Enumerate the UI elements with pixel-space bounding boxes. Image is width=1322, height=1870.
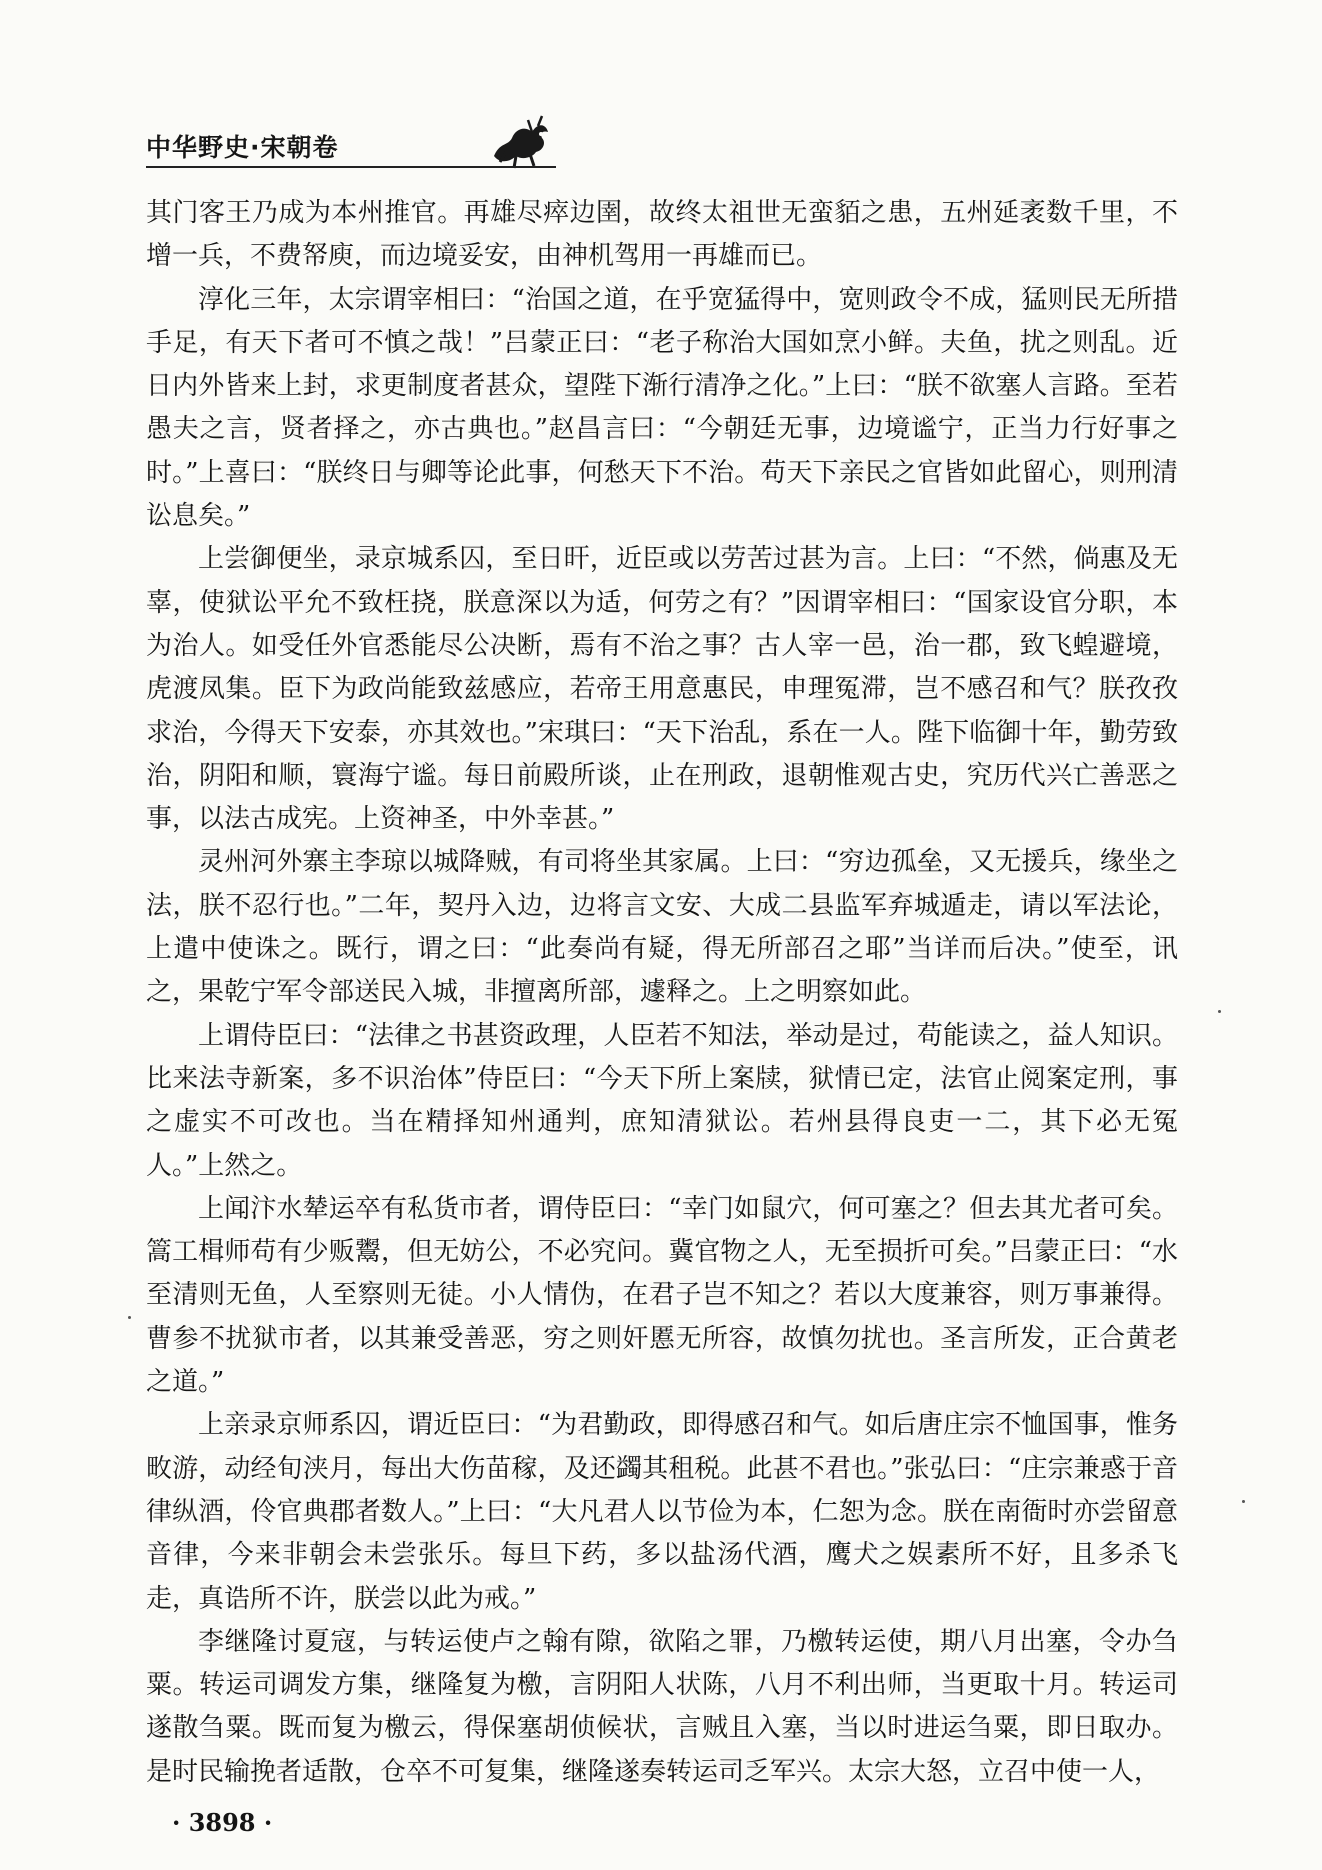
page-number: · 3898 · (172, 1808, 273, 1837)
book-title: 中华野史·宋朝卷 (146, 133, 339, 162)
dragon-icon (486, 112, 556, 170)
paragraph: 灵州河外寨主李琼以城降贼，有司将坐其家属。上曰：“穷边孤垒，又无援兵，缘坐之法，朕不忍行也。”二年，契丹入边，边将言文安、大成二县监军弃城遁走，请以军法论，上遣中使诛之。既行，谓之曰：“此奏尚有疑，得无所部召之耶”当详而后决。”使至，讯之，果乾宁军令部送民入城，非擅离所部，遽释之。上之明察如此。 (146, 847, 1178, 1008)
paragraph: 上闻汴水辇运卒有私货市者，谓侍臣曰：“幸门如鼠穴，何可塞之？但去其尤者可矣。篙工楫师苟有少贩鬻，但无妨公，不必究问。冀官物之人，无至损折可矣。”吕蒙正曰：“水至清则无鱼，人至察则无徒。小人情伪，在君子岂不知之？若以大度兼容，则万事兼得。曹参不扰狱市者，以其兼受善恶，穷之则奸慝无所容，故慎勿扰也。圣言所发，正合黄老之道。” (146, 1193, 1178, 1398)
scan-speck (1242, 1500, 1245, 1503)
paragraph: 其门客王乃成为本州推官。再雄尽瘁边圉，故终太祖世无蛮貊之患，五州延袤数千里，不增一兵，不费帑庾，而边境妥安，由神机驾用一再雄而已。 (146, 198, 1178, 272)
paragraph: 李继隆讨夏寇，与转运使卢之翰有隙，欲陷之罪，乃檄转运使，期八月出塞，令办刍粟。转运司调发方集，继隆复为檄，言阴阳人状陈，八月不利出师，当更取十月。转运司遂散刍粟。既而复为檄云，得保塞胡侦候状，言贼且入塞，当以时进运刍粟，即日取办。是时民输挽者适散，仓卒不可复集，继隆遂奏转运司乏军兴。太宗大怒，立召中使一人， (146, 1626, 1178, 1787)
scan-speck (1218, 1010, 1221, 1013)
paragraph: 上亲录京师系囚，谓近臣曰：“为君勤政，即得感召和气。如后唐庄宗不恤国事，惟务畋游，动经旬浃月，每出大伤苗稼，及还蠲其租税。此甚不君也。”张弘曰：“庄宗兼惑于音律纵酒，伶官典郡者数人。”上曰：“大凡君人以节俭为本，仁恕为念。朕在南衙时亦尝留意音律，今来非朝会未尝张乐。每旦下药，多以盐汤代酒，鹰犬之娱素所不好，且多杀飞走，真诰所不许，朕尝以此为戒。” (146, 1410, 1178, 1614)
scan-speck (128, 1316, 131, 1319)
running-header (146, 118, 566, 178)
header-rule (146, 166, 556, 168)
paragraph: 上谓侍臣曰：“法律之书甚资政理，人臣若不知法，举动是过，苟能读之，益人知识。比来法寺新案，多不识治体”侍臣曰：“今天下所上案牍，狱情已定，法官止阅案定刑，事之虚实不可改也。当在精择知州通判，庶知清狱讼。若州县得良吏一二，其下必无冤人。”上然之。 (146, 1020, 1178, 1181)
main-text (146, 192, 1178, 1794)
paragraph: 淳化三年，太宗谓宰相曰：“治国之道，在乎宽猛得中，宽则政令不成，猛则民无所措手足，有天下者可不慎之哉！”吕蒙正曰：“老子称治大国如烹小鲜。夫鱼，扰之则乱。近日内外皆来上封，求更制度者甚众，望陛下渐行清净之化。”上曰：“朕不欲塞人言路。至若愚夫之言，贤者择之，亦古典也。”赵昌言曰：“今朝廷无事，边境谧宁，正当力行好事之时。”上喜曰：“朕终日与卿等论此事，何愁天下不治。苟天下亲民之官皆如此留心，则刑清讼息矣。” (146, 284, 1178, 532)
paragraph: 上尝御便坐，录京城系囚，至日旰，近臣或以劳苦过甚为言。上曰：“不然，倘惠及无辜，使狱讼平允不致枉挠，朕意深以为适，何劳之有？”因谓宰相曰：“国家设官分职，本为治人。如受任外官悉能尽公决断，焉有不治之事？古人宰一邑，治一郡，致飞蝗避境，虎渡凤集。臣下为政尚能致兹感应，若帝王用意惠民，申理冤滞，岂不感召和气？朕孜孜求治，今得天下安泰，亦其效也。”宋琪曰：“天下治乱，系在一人。陛下临御十年，勤劳致治，阴阳和顺，寰海宁谧。每日前殿所谈，止在刑政，退朝惟观古史，究历代兴亡善恶之事，以法古成宪。上资神圣，中外幸甚。” (146, 544, 1178, 835)
